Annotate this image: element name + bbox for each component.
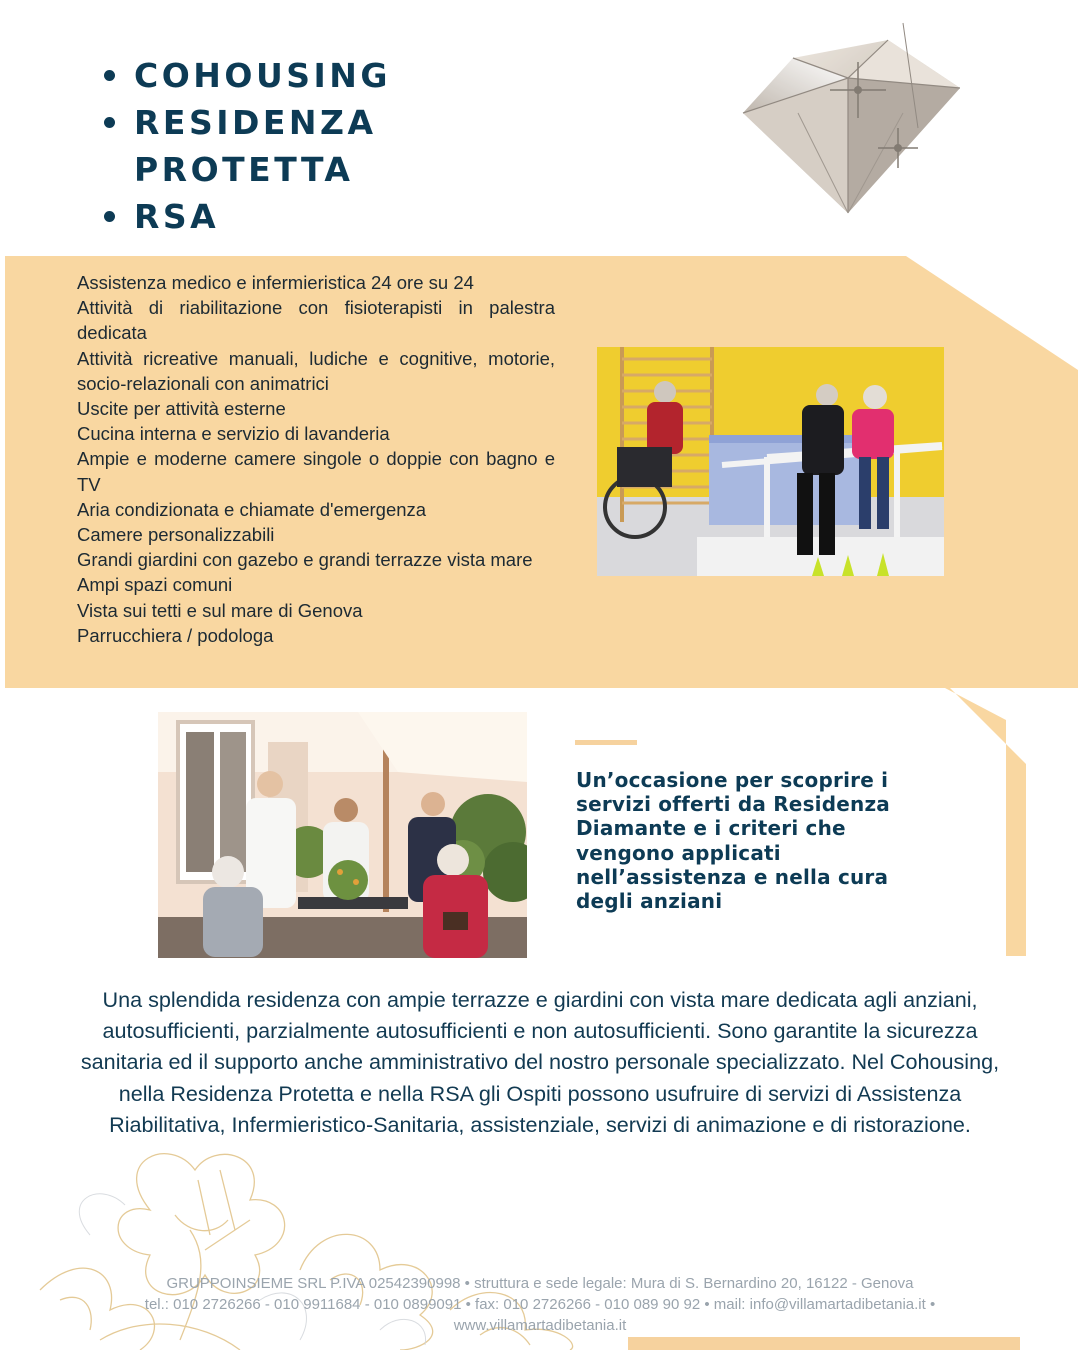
footer — [70, 1273, 1010, 1336]
service-item: Grandi giardini con gazebo e grandi terrazze vista mare — [77, 549, 533, 571]
service-item: Cucina interna e servizio di lavanderia — [77, 423, 390, 445]
footer-contacts-line: tel.: 010 2726266 - 010 9911684 - 010 0899091 • fax: 010 2726266 - 010 089 90 92 • mail: info@villamartadibetania.it • — [144, 1296, 936, 1313]
service-item: Attività ricreative manuali, ludiche e cognitive, motorie, socio-relazionali con animatrici — [77, 347, 555, 394]
service-item: Parrucchiera / podologa — [77, 624, 274, 646]
rehab-gym-photo — [597, 347, 944, 576]
services-list — [77, 270, 555, 648]
service-item: Aria condizionata e chiamate d'emergenza — [77, 498, 427, 520]
description-text: Una splendida residenza con ampie terrazze e giardini con vista mare dedicata agli anziani, autosufficienti, parzialmente autosufficienti e non autosufficienti. Sono garantite la sicurezza sanitaria ed il supporto anche amministrativo del nostro personale specializzato. Nel Cohousing, nella Residenza Protetta e nella RSA gli Ospiti possono usufruire di servizi di Assistenza Riabilitativa, Infermieristico-Sanitaria, assistenziale, servizi di animazione e di ristorazione. — [80, 987, 1000, 1137]
service-item: Assistenza medico e infermieristica 24 ore su 24 — [77, 272, 474, 293]
staff-residents-photo — [158, 712, 527, 958]
bottom-accent-bar — [628, 1337, 1020, 1350]
service-item: Ampi spazi comuni — [77, 574, 233, 596]
header-item-residenza-protetta: RESIDENZA PROTETTA — [100, 99, 520, 193]
service-item: Attività di riabilitazione con fisioterapisti in palestra dedicata — [77, 297, 555, 344]
footer-website-link[interactable]: www.villamartadibetania.it — [453, 1317, 627, 1334]
accent-line — [575, 740, 637, 745]
diamond-logo — [738, 18, 970, 220]
service-item: Ampie e moderne camere singole o doppie con bagno e TV — [77, 448, 555, 495]
service-item: Camere personalizzabili — [77, 524, 275, 546]
header-list — [100, 52, 520, 240]
footer-company-line: GRUPPOINSIEME SRL P.IVA 02542390998 • struttura e sede legale: Mura di S. Bernardino 20, 16122 - Genova — [166, 1275, 914, 1292]
header-item-rsa: RSA — [100, 193, 520, 240]
service-item: Uscite per attività esterne — [77, 398, 286, 420]
service-item: Vista sui tetti e sul mare di Genova — [77, 599, 363, 621]
highlight-text: Un’occasione per scoprire i servizi offerti da Residenza Diamante e i criteri che vengono applicati nell’assistenza e nella cura degli anziani — [576, 768, 890, 914]
header-item-cohousing: COHOUSING — [100, 52, 520, 99]
